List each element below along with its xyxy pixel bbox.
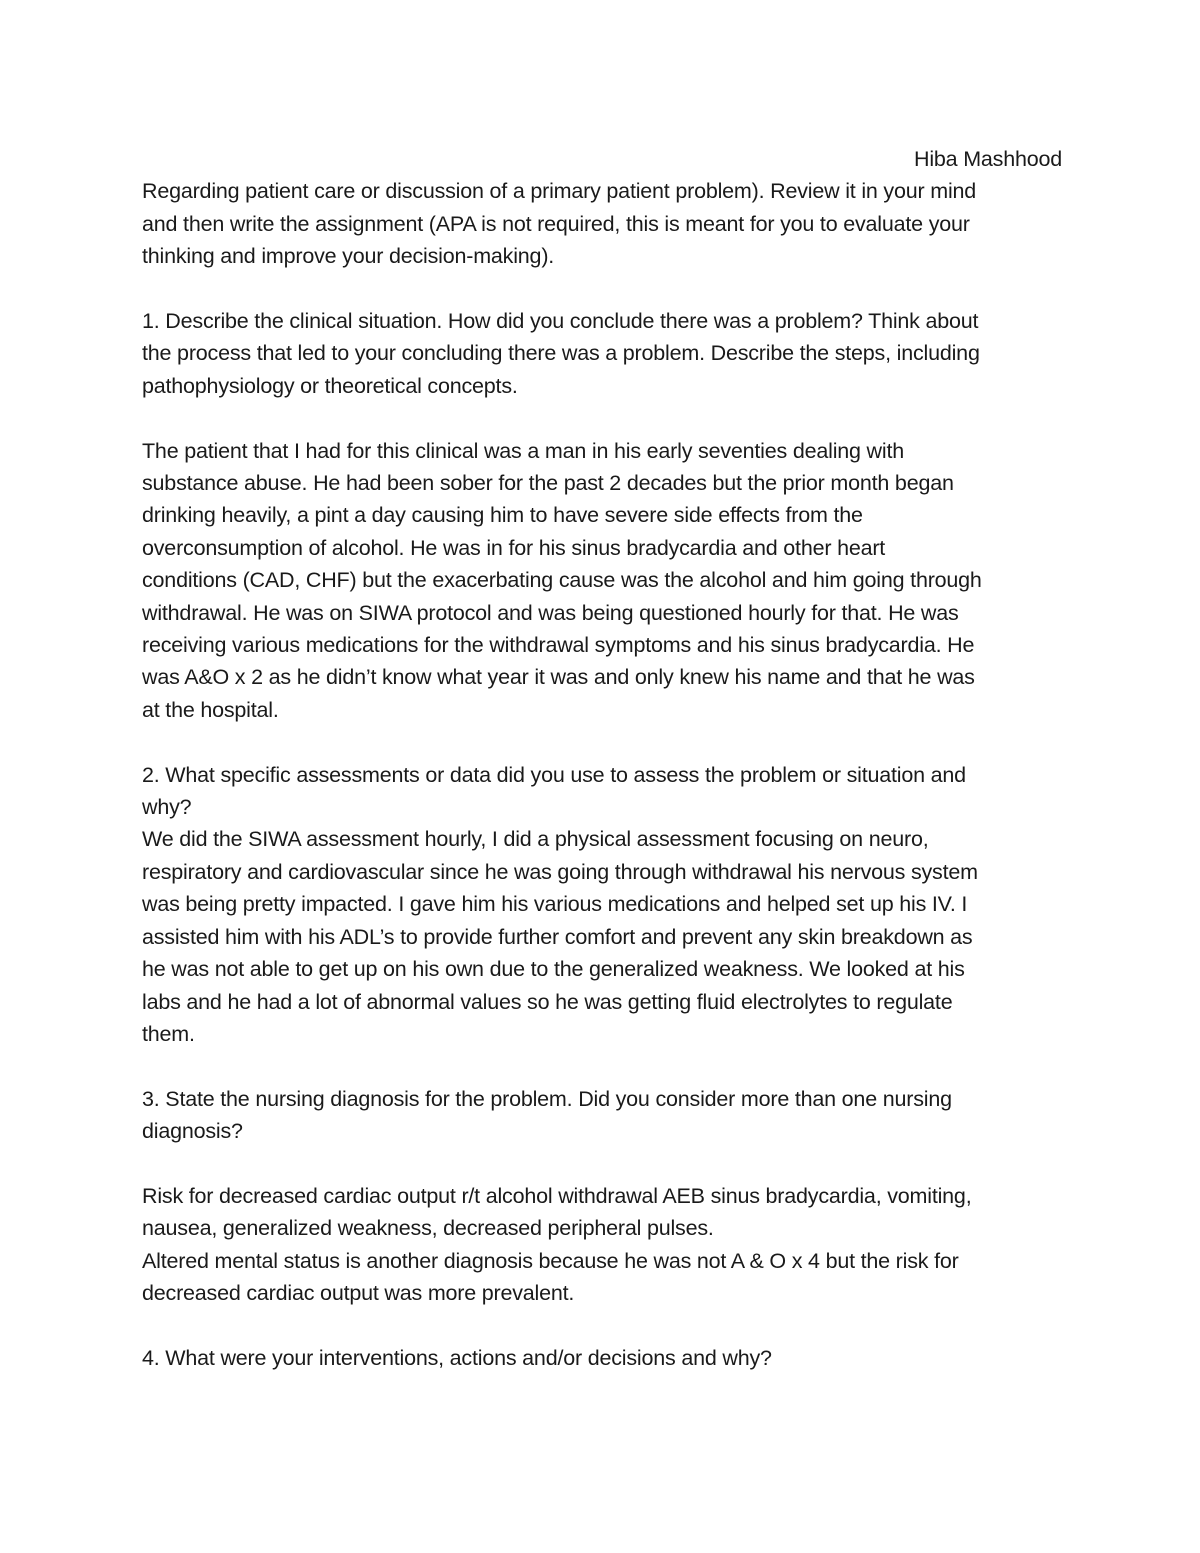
paragraph-gap [142, 726, 1062, 758]
paragraph-gap [142, 273, 1062, 305]
answer-3-line: Altered mental status is another diagnosis because he was not A & O x 4 but the risk for [142, 1248, 959, 1273]
question-4-line: 4. What were your interventions, actions and/or decisions and why? [142, 1345, 772, 1370]
intro-line: thinking and improve your decision-making). [142, 244, 555, 269]
paragraph-gap [142, 1050, 1062, 1082]
answer-3-line: nausea, generalized weakness, decreased peripheral pulses. [142, 1216, 714, 1241]
question-1-line: the process that led to your concluding there was a problem. Describe the steps, including [142, 341, 980, 366]
paragraph-gap [142, 1310, 1062, 1342]
question-1-line: pathophysiology or theoretical concepts. [142, 373, 518, 398]
answer-1-line: The patient that I had for this clinical was a man in his early seventies dealing with [142, 438, 904, 463]
answer-3-line: decreased cardiac output was more prevalent. [142, 1281, 575, 1306]
answer-1-line: conditions (CAD, CHF) but the exacerbating cause was the alcohol and him going through [142, 568, 982, 593]
answer-1-line: was A&O x 2 as he didn’t know what year it was and only knew his name and that he was [142, 665, 975, 690]
question-3-line: diagnosis? [142, 1119, 243, 1144]
answer-1-line: at the hospital. [142, 697, 279, 722]
question-3 [142, 1083, 1062, 1148]
question-1 [142, 305, 1062, 402]
question-2-line: why? [142, 795, 192, 820]
document-page [142, 143, 1062, 1374]
question-2 [142, 759, 1062, 824]
paragraph-gap [142, 1148, 1062, 1180]
answer-2-line: he was not able to get up on his own due to the generalized weakness. We looked at his [142, 957, 965, 982]
answer-2-line: We did the SIWA assessment hourly, I did a physical assessment focusing on neuro, [142, 827, 929, 852]
question-3-line: 3. State the nursing diagnosis for the problem. Did you consider more than one nursing [142, 1086, 952, 1111]
author-name: Hiba Mashhood [914, 147, 1062, 171]
answer-2-line: respiratory and cardiovascular since he was going through withdrawal his nervous system [142, 859, 978, 884]
answer-1-line: drinking heavily, a pint a day causing him to have severe side effects from the [142, 503, 863, 528]
question-1-line: 1. Describe the clinical situation. How did you conclude there was a problem? Think about [142, 309, 979, 334]
answer-1 [142, 435, 1062, 727]
intro-paragraph [142, 175, 1062, 272]
answer-3-line: Risk for decreased cardiac output r/t alcohol withdrawal AEB sinus bradycardia, vomiting, [142, 1183, 972, 1208]
answer-2-line: assisted him with his ADL’s to provide further comfort and prevent any skin breakdown as [142, 924, 973, 949]
answer-2-line: was being pretty impacted. I gave him his various medications and helped set up his IV. I [142, 892, 968, 917]
intro-line: and then write the assignment (APA is not required, this is meant for you to evaluate your [142, 211, 970, 236]
answer-3 [142, 1180, 1062, 1310]
paragraph-gap [142, 402, 1062, 434]
question-4 [142, 1342, 1062, 1374]
answer-2-line: labs and he had a lot of abnormal values so he was getting fluid electrolytes to regulate [142, 989, 953, 1014]
answer-1-line: receiving various medications for the withdrawal symptoms and his sinus bradycardia. He [142, 633, 975, 658]
answer-1-line: withdrawal. He was on SIWA protocol and was being questioned hourly for that. He was [142, 600, 959, 625]
intro-line: Regarding patient care or discussion of a primary patient problem). Review it in your mind [142, 179, 977, 204]
question-2-line: 2. What specific assessments or data did you use to assess the problem or situation and [142, 762, 966, 787]
answer-2 [142, 823, 1062, 1050]
answer-1-line: overconsumption of alcohol. He was in for his sinus bradycardia and other heart [142, 535, 886, 560]
answer-1-line: substance abuse. He had been sober for the past 2 decades but the prior month began [142, 471, 954, 496]
answer-2-line: them. [142, 1021, 195, 1046]
